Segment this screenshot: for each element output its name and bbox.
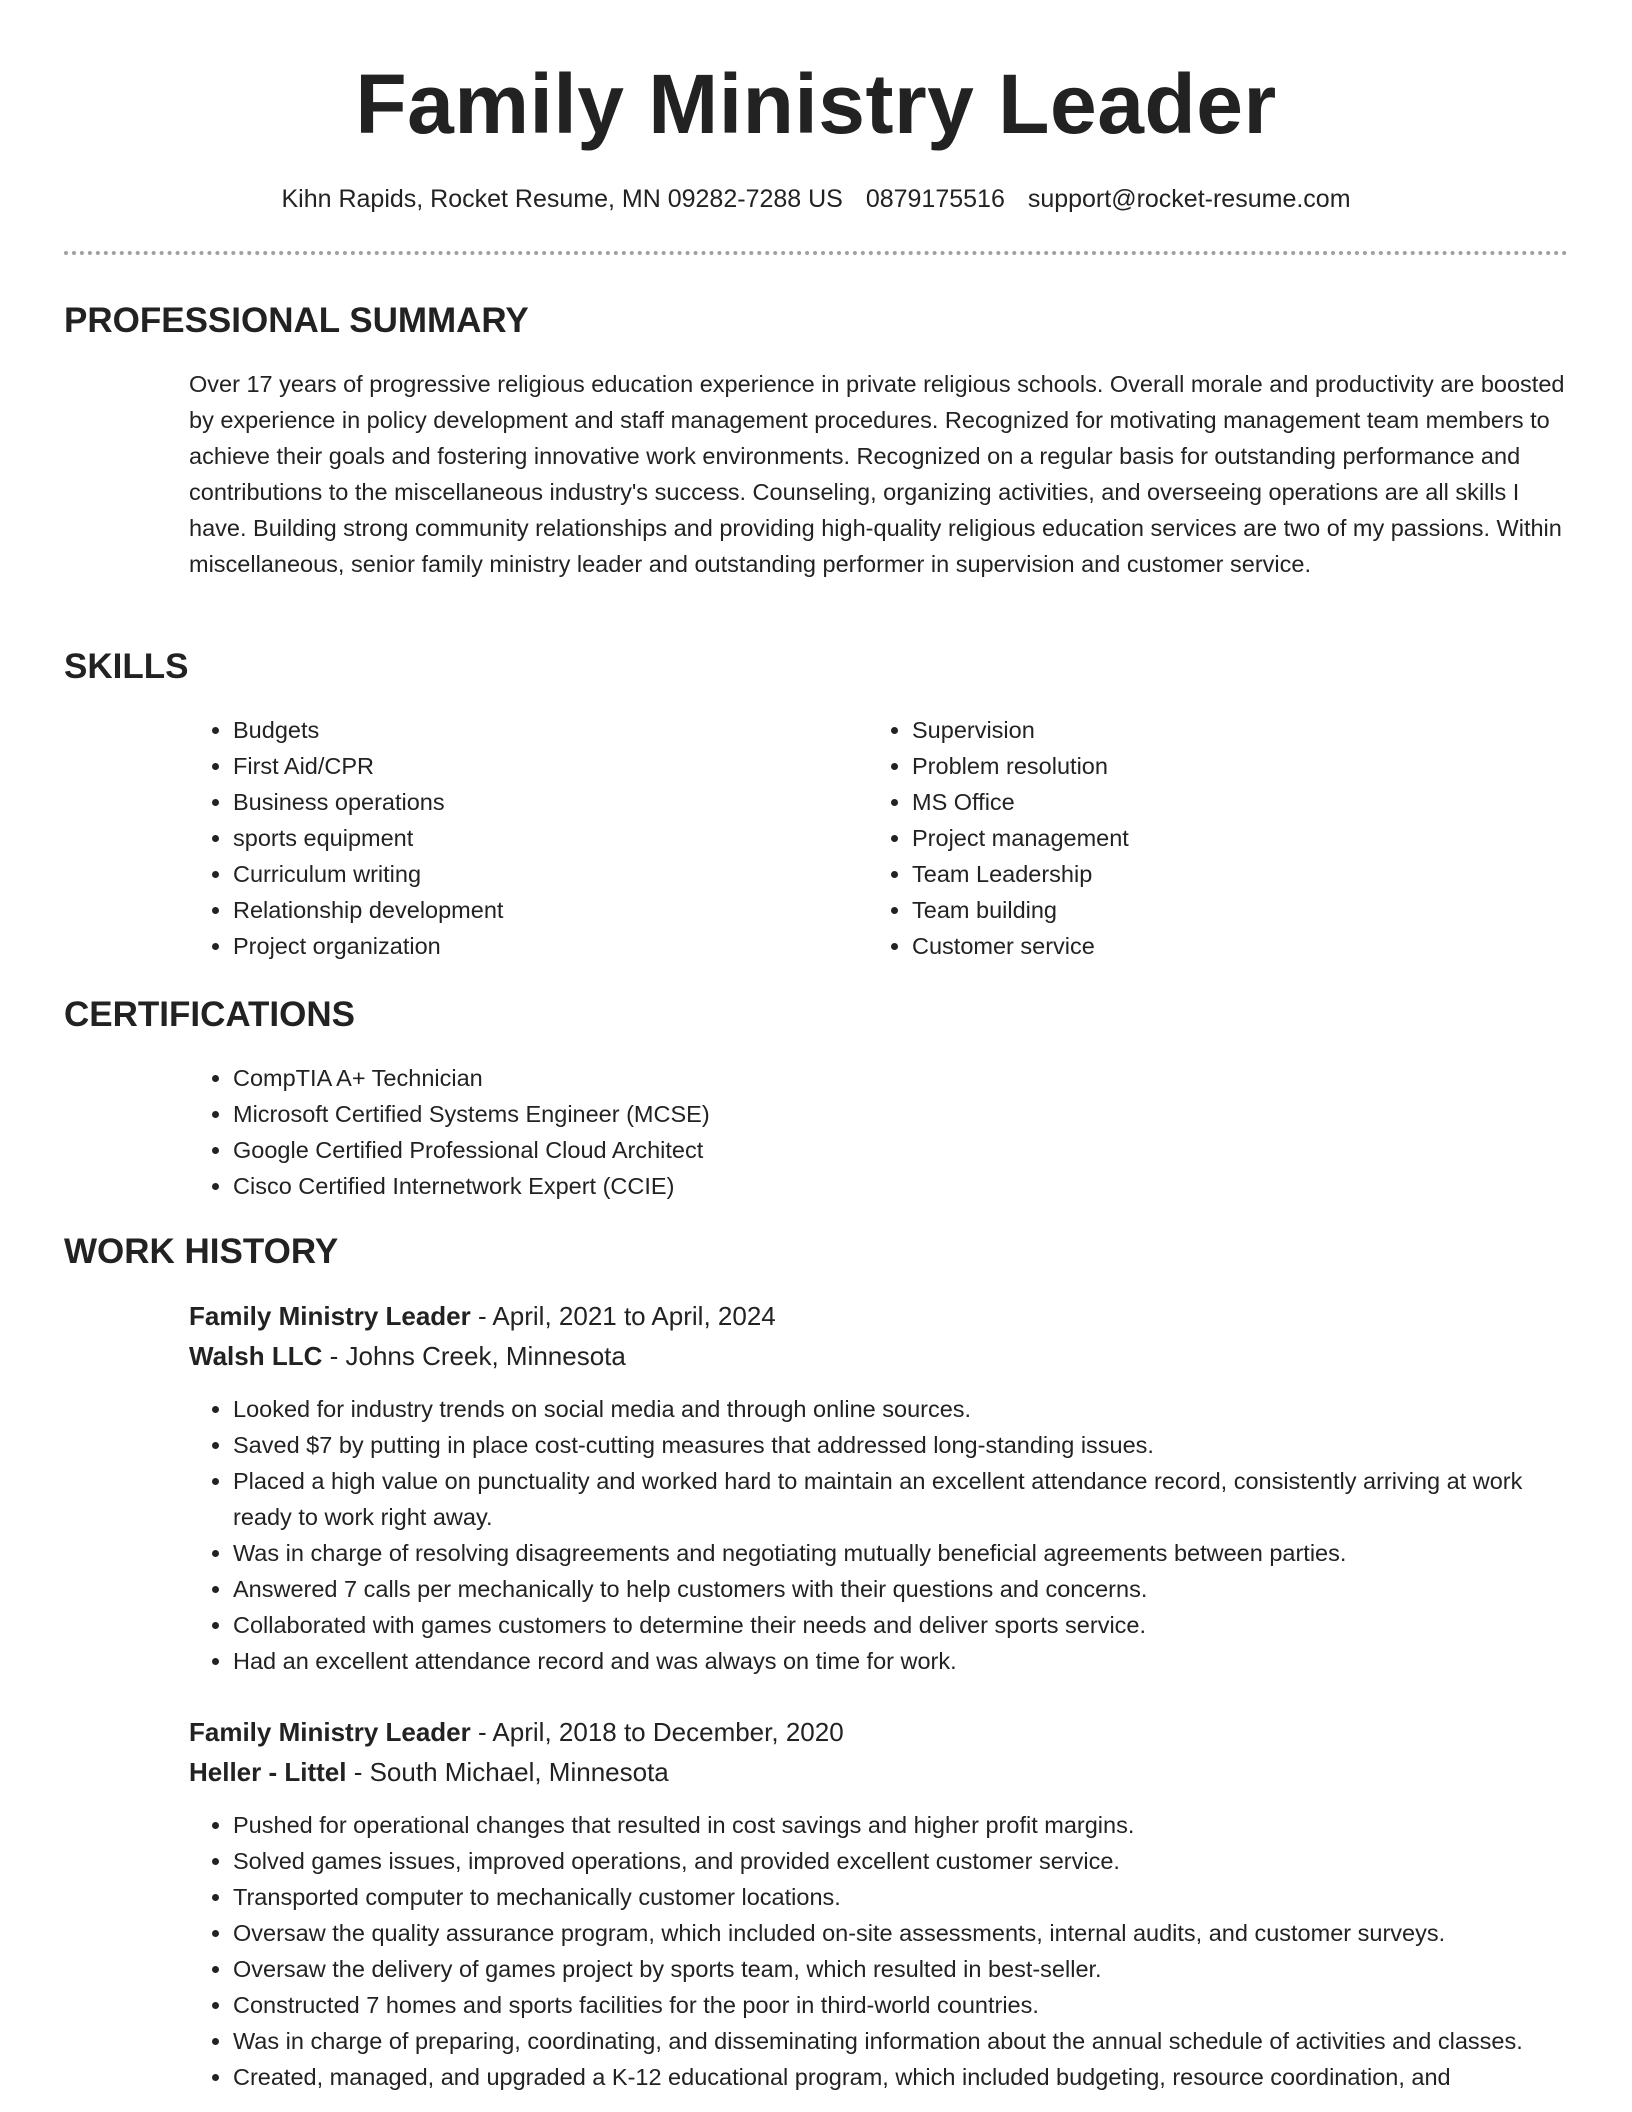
job-company: Heller - Littel (189, 1757, 347, 1787)
job-bullet: • Pushed for operational changes that resulted in cost savings and higher profit margins. (233, 1807, 1569, 1843)
contact-phone: 0879175516 (865, 185, 1005, 213)
job-bullets (189, 1807, 1569, 2095)
skill-item: • Customer service (912, 928, 1508, 964)
certification-item: • Google Certified Professional Cloud Architect (233, 1132, 1489, 1168)
contact-address: Kihn Rapids, Rocket Resume, MN 09282-7288 US (281, 185, 843, 213)
summary-text: Over 17 years of progressive religious education experience in private religious schools. Overall morale and productivity are boosted by experience in policy development and staff management procedures. Recognized for motivating management team members to achieve their goals and fostering innovative work environments. Recognized on a regular basis for outstanding performance and contributions to the miscellaneous industry's success. Counseling, organizing activities, and overseeing operations are all skills I have. Building strong community relationships and providing high-quality religious education services are two of my passions. Within miscellaneous, senior family ministry leader and outstanding performer in supervision and customer service. (189, 371, 1565, 577)
skills-column-right (868, 712, 1508, 964)
job-company-line (189, 1754, 669, 1790)
skill-item: • Budgets (233, 712, 829, 748)
job-role: Family Ministry Leader (189, 1301, 471, 1331)
skill-item: • Project organization (233, 928, 829, 964)
job-title-line (189, 1714, 844, 1750)
certification-item: • CompTIA A+ Technician (233, 1060, 1489, 1096)
job-bullet: • Had an excellent attendance record and was always on time for work. (233, 1643, 1569, 1679)
resume-name: Family Ministry Leader (355, 57, 1277, 151)
job-company-line (189, 1338, 626, 1374)
job-dates: - April, 2018 to December, 2020 (470, 1717, 844, 1747)
skill-item: • Problem resolution (912, 748, 1508, 784)
skill-item: • Project management (912, 820, 1508, 856)
section-title-work-history: WORK HISTORY (64, 1232, 339, 1271)
skill-item: • MS Office (912, 784, 1508, 820)
skill-item: • sports equipment (233, 820, 829, 856)
job-bullet: • Transported computer to mechanically customer locations. (233, 1879, 1569, 1915)
job-bullet: • Placed a high value on punctuality and worked hard to maintain an excellent attendance record, consistently arriving at work ready to work right away. (233, 1463, 1569, 1535)
job-bullet: • Oversaw the quality assurance program, which included on-site assessments, internal audits, and customer surveys. (233, 1915, 1569, 1951)
header-divider (64, 251, 1568, 255)
skill-item: • Supervision (912, 712, 1508, 748)
job-bullet: • Oversaw the delivery of games project by sports team, which resulted in best-seller. (233, 1951, 1569, 1987)
skill-item: • Team Leadership (912, 856, 1508, 892)
contact-email: support@rocket-resume.com (1027, 185, 1351, 213)
job-bullet: • Saved $7 by putting in place cost-cutting measures that addressed long-standing issues. (233, 1427, 1569, 1463)
job-company: Walsh LLC (189, 1341, 323, 1371)
certification-item: • Cisco Certified Internetwork Expert (CCIE) (233, 1168, 1489, 1204)
job-bullet: • Answered 7 calls per mechanically to help customers with their questions and concerns. (233, 1571, 1569, 1607)
job-location: - Johns Creek, Minnesota (322, 1341, 626, 1371)
certifications-list (189, 1060, 1489, 1204)
job-bullet: • Looked for industry trends on social media and through online sources. (233, 1391, 1569, 1427)
job-bullet: • Collaborated with games customers to determine their needs and deliver sports service. (233, 1607, 1569, 1643)
section-title-skills: SKILLS (64, 647, 189, 686)
skill-item: • Relationship development (233, 892, 829, 928)
job-bullets (189, 1391, 1569, 1679)
job-bullet: • Solved games issues, improved operations, and provided excellent customer service. (233, 1843, 1569, 1879)
section-title-summary: PROFESSIONAL SUMMARY (64, 301, 529, 340)
job-bullet: • Was in charge of resolving disagreements and negotiating mutually beneficial agreements between parties. (233, 1535, 1569, 1571)
skill-item: • Business operations (233, 784, 829, 820)
job-role: Family Ministry Leader (189, 1717, 471, 1747)
contact-line (0, 182, 1632, 216)
job-bullet: • Constructed 7 homes and sports facilities for the poor in third-world countries. (233, 1987, 1569, 2023)
skill-item: • First Aid/CPR (233, 748, 829, 784)
skill-item: • Curriculum writing (233, 856, 829, 892)
section-title-certifications: CERTIFICATIONS (64, 995, 356, 1034)
skill-item: • Team building (912, 892, 1508, 928)
job-bullet: • Created, managed, and upgraded a K-12 educational program, which included budgeting, resource coordination, and (233, 2059, 1569, 2095)
job-dates: - April, 2021 to April, 2024 (470, 1301, 776, 1331)
job-title-line (189, 1298, 776, 1334)
job-bullet: • Was in charge of preparing, coordinating, and disseminating information about the annual schedule of activities and classes. (233, 2023, 1569, 2059)
job-location: - South Michael, Minnesota (346, 1757, 669, 1787)
certification-item: • Microsoft Certified Systems Engineer (MCSE) (233, 1096, 1489, 1132)
skills-column-left (189, 712, 829, 964)
